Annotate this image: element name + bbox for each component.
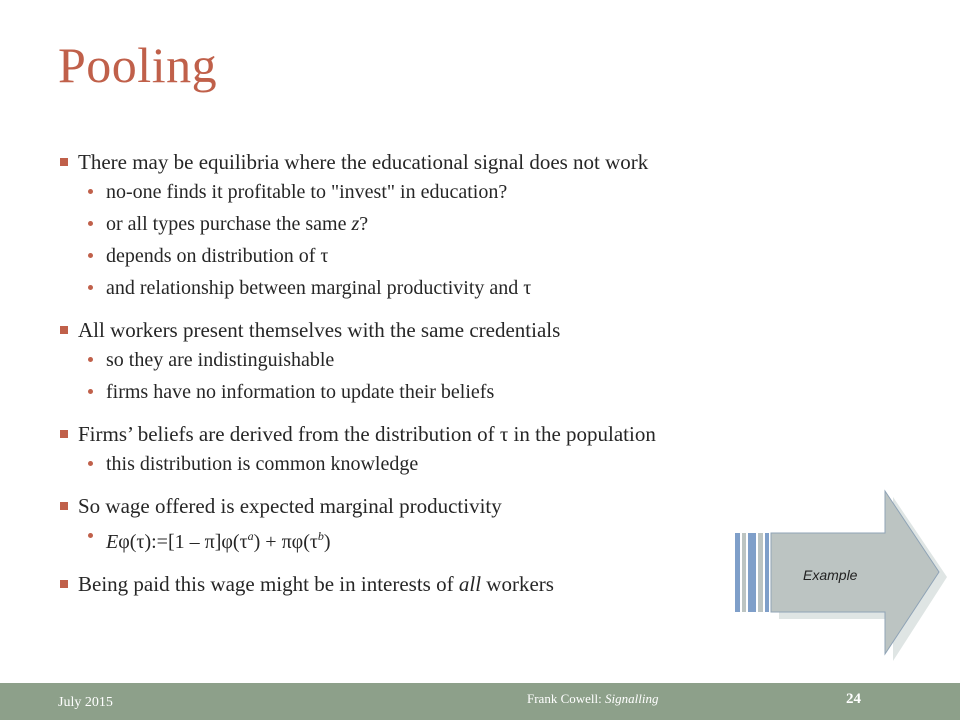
footer-author [527, 691, 658, 707]
dot-bullet-icon [88, 285, 93, 290]
square-bullet-icon [60, 580, 68, 588]
slide-content [58, 142, 838, 598]
bullet-1 [58, 148, 838, 176]
expectation-symbol: E [106, 531, 119, 553]
bullet-2 [58, 316, 838, 344]
sub-bullet-text: ? [359, 213, 369, 235]
emphasis-all: all [458, 572, 482, 596]
square-bullet-icon [60, 502, 68, 510]
dot-bullet-icon [88, 189, 93, 194]
bullet-text: There may be equilibria where the educational signal does not work [78, 150, 649, 174]
footer-date: July 2015 [58, 695, 113, 710]
sub-bullet [58, 272, 838, 304]
formula-text: ) [323, 531, 331, 553]
sub-bullet [58, 376, 838, 408]
sub-bullet-text: firms have no information to update their beliefs [106, 381, 495, 403]
superscript-b: b [317, 529, 324, 543]
footer-author-name: Frank Cowell: [527, 691, 605, 706]
sub-bullet [58, 240, 838, 272]
bullet-text: Being paid this wage might be in interests of [78, 572, 459, 596]
dot-bullet-icon [88, 253, 93, 258]
sub-bullet-text: this distribution is common knowledge [106, 453, 419, 475]
formula-line [58, 520, 838, 558]
sub-bullet-text: no-one finds it profitable to "invest" in education? [106, 181, 508, 203]
dot-bullet-icon [88, 221, 93, 226]
sub-bullet [58, 344, 838, 376]
sub-bullet [58, 448, 838, 480]
dot-bullet-icon [88, 533, 93, 538]
formula-text: φ(τ):=[1 – π]φ(τ [118, 531, 248, 553]
bullet-text: workers [481, 572, 554, 596]
bullet-text: All workers present themselves with the same credentials [78, 318, 561, 342]
square-bullet-icon [60, 430, 68, 438]
example-arrow-button[interactable] [733, 488, 948, 663]
dot-bullet-icon [88, 461, 93, 466]
variable-z: z [351, 213, 360, 235]
slide-title: Pooling [58, 37, 218, 93]
footer-bar [0, 683, 960, 720]
dot-bullet-icon [88, 389, 93, 394]
superscript-a: a [247, 529, 254, 543]
footer-topic: Signalling [605, 691, 659, 706]
example-label: Example [803, 567, 858, 583]
dot-bullet-icon [88, 357, 93, 362]
square-bullet-icon [60, 326, 68, 334]
sub-bullet [58, 208, 838, 240]
formula-text: ) + πφ(τ [253, 531, 318, 553]
bullet-text: So wage offered is expected marginal productivity [78, 494, 502, 518]
sub-bullet-text: depends on distribution of τ [106, 245, 329, 267]
sub-bullet-text: or all types purchase the same [106, 213, 352, 235]
page-number: 24 [846, 691, 861, 707]
bullet-5 [58, 570, 838, 598]
square-bullet-icon [60, 158, 68, 166]
bullet-4 [58, 492, 838, 520]
sub-bullet-text: and relationship between marginal productivity and τ [106, 277, 532, 299]
sub-bullet-text: so they are indistinguishable [106, 349, 335, 371]
sub-bullet [58, 176, 838, 208]
bullet-text: Firms’ beliefs are derived from the distribution of τ in the population [78, 422, 656, 446]
bullet-3 [58, 420, 838, 448]
